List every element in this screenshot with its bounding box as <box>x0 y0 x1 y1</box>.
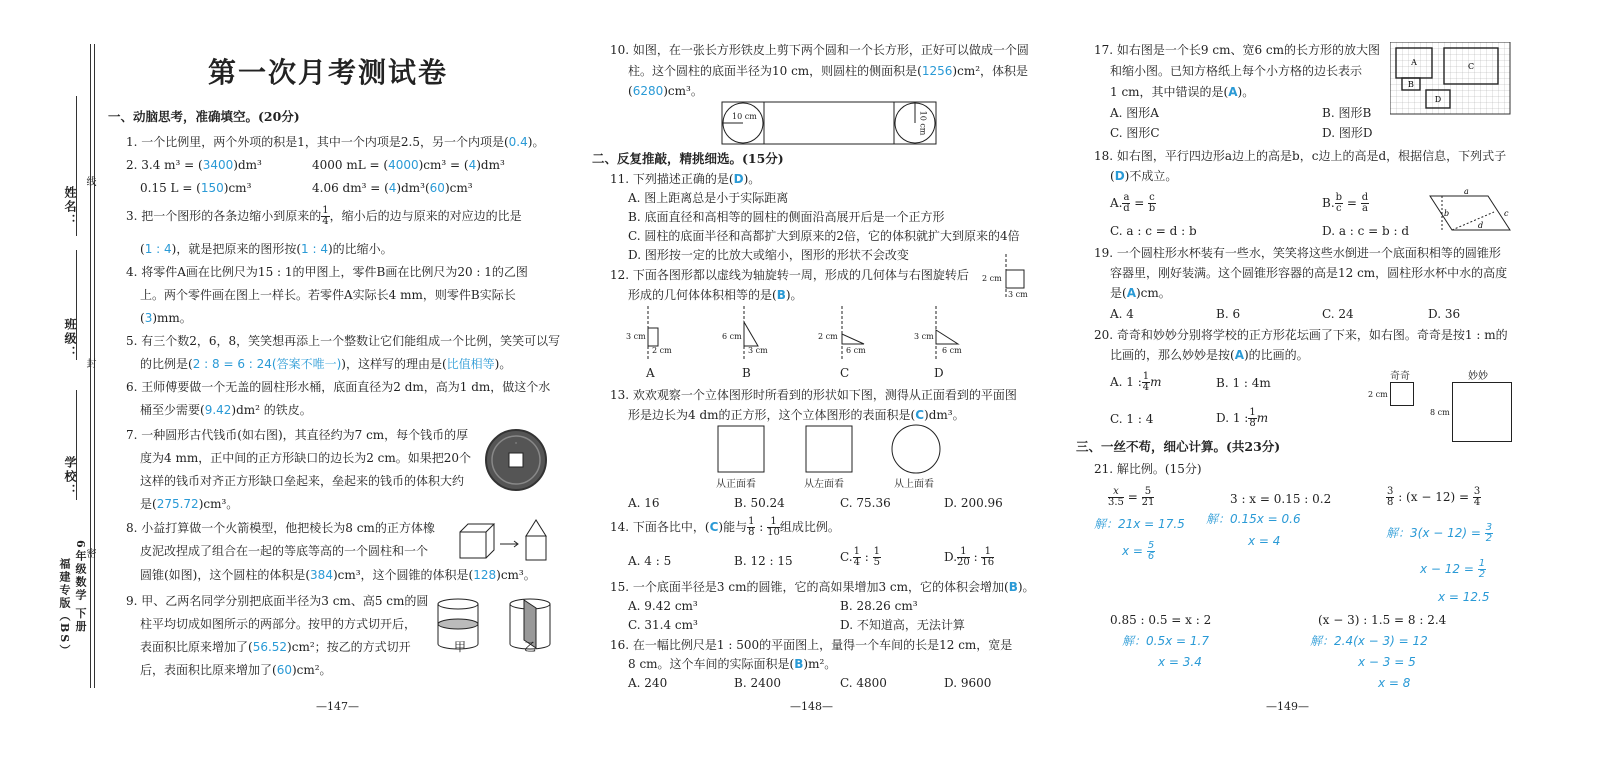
question-10: 10. 如图，在一张长方形铁皮上剪下两个圆和一个长方形，正好可以做成一个圆 <box>610 43 1029 57</box>
fig18-label-c: c <box>1504 209 1509 218</box>
question-19-option-a: A. 4 <box>1110 307 1134 321</box>
equation-5: (x − 3) : 1.5 = 8 : 2.4 <box>1318 613 1447 627</box>
figure-10-radius-right: 10 cm <box>918 110 928 136</box>
question-20-option-c: C. 1 : 4 <box>1110 412 1154 426</box>
question-19-cont: 容器里，刚好装满。这个圆锥形容器的高是12 cm，圆柱形水杯中水的高度 <box>1110 266 1508 280</box>
question-2a: 2. 3.4 m³ = (3400)dm³ <box>126 158 262 172</box>
fig12-d-label: D <box>934 366 944 380</box>
fig18-label-a: a <box>1464 187 1469 196</box>
question-5: 5. 有三个数2，6，8，笑笑想再添上一个整数让它们能组成一个比例，笑笑可以写 <box>126 334 561 348</box>
equation-3-step-1: 解：3(x − 12) = $\frac{3}{2}$ <box>1386 522 1493 544</box>
parallelogram-figure <box>1428 186 1512 234</box>
question-19-cont2: 是(A)cm。 <box>1110 286 1171 300</box>
fig20-qiqi-label: 奇奇 <box>1390 371 1410 382</box>
fig20-8cm-label: 8 cm <box>1430 408 1450 417</box>
question-4: 4. 将零件A画在比例尺为15 : 1的甲图上，零件B画在比例尺为20 : 1的乙图 <box>126 265 528 279</box>
section-1-heading: 一、动脑思考，准确填空。(20分) <box>108 109 300 124</box>
question-16-option-d: D. 9600 <box>944 676 992 690</box>
question-15-option-d: D. 不知道高，无法计算 <box>840 618 965 632</box>
question-17-option-c: C. 图形C <box>1110 126 1160 140</box>
equation-1-step-1: 解：21x = 17.5 <box>1094 517 1185 531</box>
question-20: 20. 奇奇和妙妙分别将学校的正方形花坛画了下来，如右图。奇奇是按1 : m的 <box>1094 328 1508 342</box>
question-17-cont2: 1 cm，其中错误的是(A)。 <box>1110 85 1255 99</box>
cube-to-rocket-figure <box>456 518 552 564</box>
question-17-option-b: B. 图形B <box>1322 106 1372 120</box>
question-18-option-d: D. a : c = b : d <box>1322 224 1410 238</box>
question-8: 8. 小益打算做一个火箭模型，他把棱长为8 cm的正方体橡 <box>126 521 435 535</box>
name-label: 姓名： <box>63 186 77 228</box>
question-16-cont: 8 cm。这个车间的实际面积是(B)m²。 <box>628 657 837 671</box>
equation-3: $\frac{3}{8}$ : (x − 12) = $\frac{3}{4}$ <box>1387 486 1481 508</box>
equation-5-step-2: x − 3 = 5 <box>1358 655 1416 669</box>
equation-3-step-3: x = 12.5 <box>1438 590 1490 604</box>
question-2d: 4.06 dm³ = (4)dm³(60)cm³ <box>312 181 473 195</box>
page-number-148: —148— <box>790 700 833 713</box>
fig12-ref-width: 3 cm <box>1008 290 1028 299</box>
question-7-answer: 是(275.72)cm³。 <box>140 497 239 511</box>
question-9-answer1: 表面积比原来增加了(56.52)cm²；按乙的方式切开 <box>140 640 411 654</box>
question-7-cont1: 度为4 mm，正中间的正方形缺口的边长为2 cm。如果把20个 <box>140 451 472 465</box>
fig20-large-square <box>1452 382 1512 442</box>
question-5-cont: 的比例是(2 : 8 = 6 : 24(答案不唯一))，这样写的理由是(比值相等)。 <box>140 357 512 371</box>
question-11: 11. 下列描述正确的是(D)。 <box>610 172 761 186</box>
equation-1: $\frac{x}{3.5}$ = $\frac{5}{21}$ <box>1108 486 1155 508</box>
fig12-a-w: 2 cm <box>652 346 672 355</box>
question-13-option-d: D. 200.96 <box>944 496 1003 510</box>
question-4-answer: (3)mm。 <box>140 311 192 325</box>
question-2c: 0.15 L = (150)cm³ <box>140 181 252 195</box>
ancient-coin-image <box>484 428 548 492</box>
question-16-option-b: B. 2400 <box>734 676 781 690</box>
question-15: 15. 一个底面半径是3 cm的圆锥，它的高如果增加3 cm，它的体积会增加(B)。 <box>610 580 1035 594</box>
question-21: 21. 解比例。(15分) <box>1094 462 1202 476</box>
question-18-option-a: A. $\frac{a}{d}$ = $\frac{c}{b}$ <box>1110 192 1156 214</box>
school-underline <box>76 390 77 500</box>
grid-label-a: A <box>1411 58 1417 67</box>
fig13-top-label: 从上面看 <box>894 479 934 490</box>
equation-2-step-2: x = 4 <box>1248 534 1281 548</box>
question-14-option-b: B. 12 : 15 <box>734 554 793 568</box>
question-11-option-c: C. 圆柱的底面半径和高都扩大到原来的2倍，它的体积就扩大到原来的4倍 <box>628 229 1020 243</box>
fig18-label-d: d <box>1478 221 1484 230</box>
grid-label-c: C <box>1467 62 1475 71</box>
question-13: 13. 欢欢观察一个立体图形时所看到的形状如下图，测得从正面看到的平面图 <box>610 388 1017 402</box>
question-14-option-a: A. 4 : 5 <box>628 554 672 568</box>
fig18-label-b: b <box>1444 209 1450 218</box>
question-10-answer: (6280)cm³。 <box>628 84 703 98</box>
equation-2: 3 : x = 0.15 : 0.2 <box>1230 492 1332 506</box>
fig12-b-label: B <box>742 366 751 380</box>
secret-line-label: 密 <box>84 548 95 560</box>
question-2b: 4000 mL = (4000)cm³ = (4)dm³ <box>312 158 505 172</box>
question-19-option-c: C. 24 <box>1322 307 1354 321</box>
question-9-answer2: 后，表面积比原来增加了(60)cm²。 <box>140 663 332 677</box>
question-18-option-b: B. $\frac{b}{c}$ = $\frac{d}{a}$ <box>1322 192 1369 214</box>
school-label: 学校： <box>63 456 77 498</box>
question-3: 3. 把一个图形的各条边缩小到原来的 $\frac{1}{4}$ ，缩小后的边与原来的对应边的比是 <box>126 205 522 227</box>
question-16-option-c: C. 4800 <box>840 676 887 690</box>
page-number-149: —149— <box>1266 700 1309 713</box>
fig20-miaomiao-label: 妙妙 <box>1468 371 1488 382</box>
question-9-cont: 柱平均切成如图所示的两部分。按甲的方式切开后， <box>140 617 417 631</box>
question-12-cont: 形成的几何体体积相等的是(B)。 <box>628 288 803 302</box>
question-18-option-c: C. a : c = d : b <box>1110 224 1197 238</box>
figure-10-radius-left: 10 cm <box>732 112 757 121</box>
question-13-option-c: C. 75.36 <box>840 496 891 510</box>
question-11-option-b: B. 底面直径和高相等的圆柱的侧面沿高展开后是一个正方形 <box>628 210 945 224</box>
class-underline <box>76 250 77 360</box>
fig13-front-label: 从正面看 <box>716 479 756 490</box>
question-18: 18. 如右图，平行四边形a边上的高是b，c边上的高是d，根据信息，下列式子 <box>1094 149 1507 163</box>
equation-3-step-2: x − 12 = $\frac{1}{2}$ <box>1420 558 1486 580</box>
fig12-b-h: 6 cm <box>722 332 742 341</box>
name-underline <box>76 96 77 236</box>
fig20-2cm-label: 2 cm <box>1368 390 1388 399</box>
class-label: 班级： <box>63 318 77 360</box>
equation-5-step-1: 解：2.4(x − 3) = 12 <box>1310 634 1428 648</box>
question-6-cont: 桶至少需要(9.42)dm² 的铁皮。 <box>140 403 312 417</box>
question-11-option-d: D. 图形按一定的比放大或缩小，图形的形状不会改变 <box>628 248 909 262</box>
fig12-b-w: 3 cm <box>748 346 768 355</box>
fig12-a-h: 3 cm <box>626 332 646 341</box>
fig12-d-w: 6 cm <box>942 346 962 355</box>
fig12-c-h: 2 cm <box>818 332 838 341</box>
question-14: 14. 下面各比中，(C)能与 $\frac{1}{8}$ : $\frac{1}{10}$ 组成比例。 <box>610 516 840 538</box>
question-16: 16. 在一幅比例尺是1 : 500的平面图上，量得一个车间的长是12 cm，宽是 <box>610 638 1013 652</box>
question-17-cont1: 和缩小图。已知方格纸上每个小方格的边长表示 <box>1110 64 1363 78</box>
figure-9-label-yi: 乙 <box>524 640 537 654</box>
question-1: 1. 一个比例里，两个外项的积是1，其中一个内项是2.5，另一个内项是(0.4)。 <box>126 135 545 149</box>
question-15-option-a: A. 9.42 cm³ <box>628 599 698 613</box>
question-18-cont: (D)不成立。 <box>1110 169 1178 183</box>
question-11-option-a: A. 图上距离总是小于实际距离 <box>628 191 789 205</box>
question-3-cont: (1 : 4)，就是把原来的图形按(1 : 4)的比缩小。 <box>140 242 393 256</box>
equation-1-step-2: x = $\frac{5}{6}$ <box>1122 540 1155 562</box>
question-16-option-a: A. 240 <box>628 676 668 690</box>
question-20-option-a: A. 1 : $\frac{1}{4}$ m <box>1110 371 1162 393</box>
question-13-cont: 形是边长为4 dm的正方形，这个立体图形的表面积是(C)dm³。 <box>628 408 965 422</box>
question-15-option-c: C. 31.4 cm³ <box>628 618 698 632</box>
equation-4: 0.85 : 0.5 = x : 2 <box>1110 613 1212 627</box>
question-14-option-d: D. $\frac{1}{20}$ : $\frac{1}{16}$ <box>944 546 995 568</box>
question-19-option-b: B. 6 <box>1216 307 1241 321</box>
equation-4-step-2: x = 3.4 <box>1158 655 1202 669</box>
question-17-grid-figure <box>1390 42 1512 116</box>
question-17: 17. 如右图是一个长9 cm、宽6 cm的长方形的放大图 <box>1094 43 1380 57</box>
question-8-cont: 皮泥改捏成了组合在一起的等底等高的一个圆柱和一个 <box>140 544 429 558</box>
fig12-ref-height: 2 cm <box>982 274 1002 283</box>
question-15-option-b: B. 28.26 cm³ <box>840 599 918 613</box>
question-12: 12. 下面各图形都以虚线为轴旋转一周，形成的几何体与右图旋转后 <box>610 268 969 282</box>
book-label: 6年级数学 下册 <box>74 540 87 634</box>
question-14-option-c: C. $\frac{1}{4}$ : $\frac{1}{5}$ <box>840 546 880 568</box>
grid-label-b: B <box>1408 80 1414 89</box>
fig12-a-label: A <box>646 366 655 380</box>
question-9: 9. 甲、乙两名同学分别把底面半径为3 cm、高5 cm的圆 <box>126 594 429 608</box>
question-19: 19. 一个圆柱形水杯装有一些水，笑笑将这些水倒进一个底面积相等的圆锥形 <box>1094 246 1501 260</box>
question-13-views-figure <box>714 424 944 476</box>
figure-9-label-jia: 甲 <box>454 640 467 654</box>
question-13-option-a: A. 16 <box>628 496 660 510</box>
question-13-option-b: B. 50.24 <box>734 496 785 510</box>
section-2-heading: 二、反复推敲，精挑细选。(15分) <box>592 151 784 166</box>
question-17-option-a: A. 图形A <box>1110 106 1159 120</box>
question-7-cont2: 这样的钱币对齐正方形缺口垒起来，垒起来的钱币的体积大约 <box>140 474 465 488</box>
section-3-heading: 三、一丝不苟，细心计算。(共23分) <box>1076 439 1281 454</box>
seal-line-label: 封 <box>84 358 95 370</box>
page-title: 第一次月考测试卷 <box>208 56 449 89</box>
question-8-answer: 圆锥(如图)，这个圆柱的体积是(384)cm³，这个圆锥的体积是(128)cm³。 <box>140 568 536 582</box>
svg-text:·: · <box>514 439 518 448</box>
question-17-option-d: D. 图形D <box>1322 126 1373 140</box>
question-4-cont: 上。两个零件画在图上一样长。若零件A实际长4 mm，则零件B实际长 <box>140 288 516 302</box>
fig13-left-label: 从左面看 <box>804 479 844 490</box>
equation-5-step-3: x = 8 <box>1378 676 1411 690</box>
page-number-147: —147— <box>316 700 359 713</box>
grid-label-d: D <box>1434 95 1442 104</box>
fig12-c-w: 6 cm <box>846 346 866 355</box>
question-20-option-b: B. 1 : 4m <box>1216 376 1271 390</box>
edition-label: 福建专版（BS） <box>58 558 71 658</box>
question-20-option-d: D. 1 : $\frac{1}{8}$ m <box>1216 407 1269 429</box>
equation-4-step-1: 解：0.5x = 1.7 <box>1122 634 1209 648</box>
equation-2-step-1: 解：0.15x = 0.6 <box>1206 512 1301 526</box>
question-6: 6. 王师傅要做一个无盖的圆柱形水桶，底面直径为2 dm，高为1 dm，做这个水 <box>126 380 551 394</box>
fig12-d-h: 3 cm <box>914 332 934 341</box>
fig12-c-label: C <box>840 366 850 380</box>
fig20-small-square <box>1390 382 1414 406</box>
question-7: 7. 一种圆形古代钱币(如右图)，其直径约为7 cm，每个钱币的厚 <box>126 428 469 442</box>
question-19-option-d: D. 36 <box>1428 307 1461 321</box>
question-10-cont: 柱。这个圆柱的底面半径为10 cm，则圆柱的侧面积是(1256)cm²，体积是 <box>628 64 1029 78</box>
question-20-cont: 比画的，那么妙妙是按(A)的比画的。 <box>1110 348 1309 362</box>
cut-line-label: 线 <box>84 176 95 188</box>
